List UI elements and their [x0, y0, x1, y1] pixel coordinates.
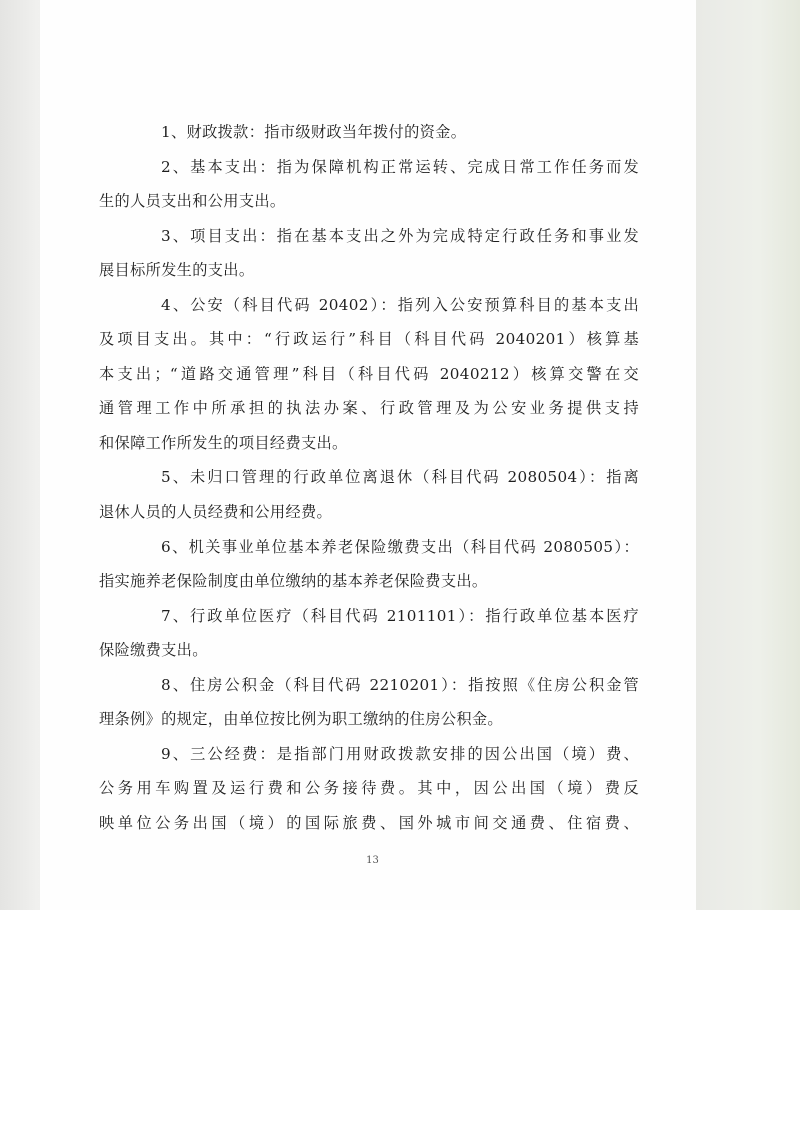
- document-body: [99, 115, 639, 840]
- text-line: 公务用车购置及运行费和公务接待费。其中，因公出国（境）费反: [99, 779, 639, 798]
- text-line: 展目标所发生的支出。: [99, 261, 255, 280]
- text-line: 2、基本支出：指为保障机构正常运转、完成日常工作任务而发: [161, 157, 639, 176]
- text-line: 7、行政单位医疗（科目代码 2101101）：指行政单位基本医疗: [161, 606, 639, 625]
- scan-right-margin: [696, 0, 800, 910]
- text-line: 4、公安（科目代码 20402）：指列入公安预算科目的基本支出: [161, 295, 639, 314]
- text-line: 9、三公经费：是指部门用财政拨款安排的因公出国（境）费、: [161, 744, 639, 763]
- text-line: 6、机关事业单位基本养老保险缴费支出（科目代码 2080505）：: [161, 537, 639, 556]
- scan-left-margin: [0, 0, 40, 910]
- text-line: 保险缴费支出。: [99, 641, 208, 660]
- text-line: 及项目支出。其中：“行政运行”科目（科目代码 2040201）核算基: [99, 330, 639, 349]
- page-number: 13: [366, 855, 379, 866]
- text-line: 退休人员的人员经费和公用经费。: [99, 503, 333, 522]
- text-line: 映单位公务出国（境）的国际旅费、国外城市间交通费、住宿费、: [99, 813, 639, 832]
- text-line: 8、住房公积金（科目代码 2210201）：指按照《住房公积金管: [161, 675, 639, 694]
- text-line: 生的人员支出和公用支出。: [99, 192, 286, 211]
- text-line: 和保障工作所发生的项目经费支出。: [99, 433, 348, 452]
- text-line: 本支出；“道路交通管理”科目（科目代码 2040212）核算交警在交: [99, 364, 639, 383]
- text-line: 5、未归口管理的行政单位离退休（科目代码 2080504）：指离: [161, 468, 639, 487]
- text-line: 理条例》的规定，由单位按比例为职工缴纳的住房公积金。: [99, 710, 503, 729]
- text-line: 通管理工作中所承担的执法办案、行政管理及为公安业务提供支持: [99, 399, 639, 418]
- text-line: 指实施养老保险制度由单位缴纳的基本养老保险费支出。: [99, 572, 488, 591]
- text-line: 1、财政拨款：指市级财政当年拨付的资金。: [161, 123, 467, 141]
- text-line: 3、项目支出：指在基本支出之外为完成特定行政任务和事业发: [161, 226, 639, 245]
